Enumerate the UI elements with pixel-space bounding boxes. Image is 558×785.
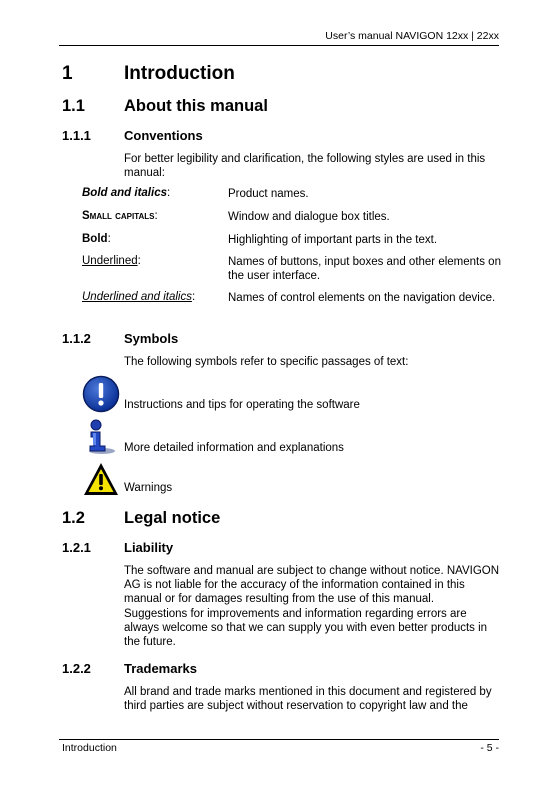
convention-desc: Highlighting of important parts in the text. xyxy=(228,234,438,246)
info-person-icon xyxy=(82,418,120,456)
warning-triangle-icon xyxy=(82,461,120,499)
exclamation-icon xyxy=(82,375,120,413)
chapter-number: 1 xyxy=(62,63,73,84)
trademarks-paragraph: All brand and trade marks mentioned in this document and registered by third parties are subject without reservation to copyright law and the xyxy=(124,686,492,712)
convention-desc: Window and dialogue box titles. xyxy=(228,211,390,223)
subsection-number: 1.2.1 xyxy=(62,540,91,555)
convention-desc: Names of control elements on the navigation device. xyxy=(228,292,496,304)
subsection-number: 1.1.1 xyxy=(62,128,91,143)
section-title: About this manual xyxy=(124,97,268,115)
running-header: User’s manual NAVIGON 12xx | 22xx xyxy=(325,30,499,42)
convention-term: Bold: xyxy=(82,233,111,245)
subsection-title: Liability xyxy=(124,540,174,555)
page-number: - 5 - xyxy=(480,742,499,754)
symbol-description: Warnings xyxy=(124,482,173,494)
convention-term: Underlined: xyxy=(82,255,141,267)
subsection-number: 1.2.2 xyxy=(62,661,91,676)
section-title: Legal notice xyxy=(124,509,221,527)
footer-rule xyxy=(59,739,499,740)
subsection-number: 1.1.2 xyxy=(62,331,91,346)
convention-desc: Names of buttons, input boxes and other elements on the user interface. xyxy=(228,256,501,282)
symbol-description: Instructions and tips for operating the software xyxy=(124,399,360,411)
subsection-title: Trademarks xyxy=(124,661,197,676)
conventions-intro: For better legibility and clarification, the following styles are used in this manual: xyxy=(124,153,486,179)
symbol-description: More detailed information and explanations xyxy=(124,442,344,454)
chapter-title: Introduction xyxy=(124,63,235,84)
symbols-intro: The following symbols refer to specific passages of text: xyxy=(124,356,409,368)
header-rule xyxy=(59,45,499,46)
section-number: 1.1 xyxy=(62,97,85,115)
running-footer-chapter: Introduction xyxy=(62,742,117,754)
section-number: 1.2 xyxy=(62,509,85,527)
convention-term: Small capitals: xyxy=(82,210,158,222)
liability-paragraph-2: Suggestions for improvements and information regarding errors are always welcome so that we can supply you with even better products in the future. xyxy=(124,608,488,648)
subsection-title: Conventions xyxy=(124,128,203,143)
convention-term: Bold and italics: xyxy=(82,187,171,199)
subsection-title: Symbols xyxy=(124,331,179,346)
convention-term: Underlined and italics: xyxy=(82,291,196,303)
convention-desc: Product names. xyxy=(228,188,309,200)
liability-paragraph-1: The software and manual are subject to change without notice. NAVIGON AG is not liable for the accuracy of the information contained in this manual or for damages resulting from the use of this manual. xyxy=(124,565,500,605)
